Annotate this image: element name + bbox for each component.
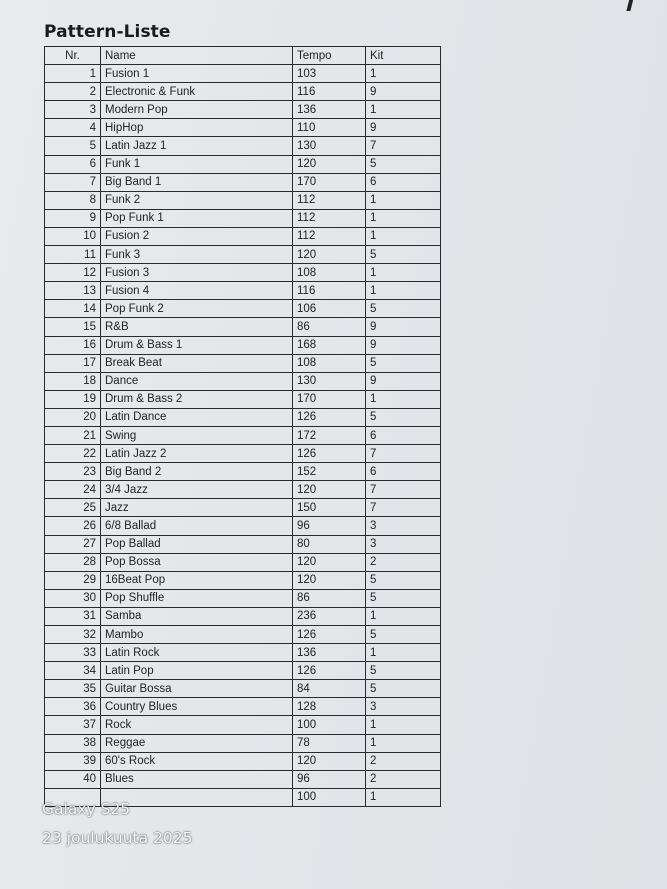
cell-nr: 26	[45, 517, 101, 535]
table-row	[45, 264, 441, 282]
cell-name: Mambo	[101, 626, 293, 644]
cell-name: Pop Ballad	[101, 535, 293, 553]
cell-name: Pop Funk 2	[101, 300, 293, 318]
table-row	[45, 607, 441, 625]
header-kit: Kit	[366, 47, 441, 65]
cell-name: 3/4 Jazz	[101, 481, 293, 499]
cell-nr: 37	[45, 716, 101, 734]
cell-nr: 19	[45, 390, 101, 408]
table-row	[45, 499, 441, 517]
table-row	[45, 282, 441, 300]
cell-tempo: 120	[293, 752, 366, 770]
cell-nr: 1	[45, 65, 101, 83]
table-row	[45, 535, 441, 553]
cell-name: Drum & Bass 1	[101, 336, 293, 354]
table-row	[45, 589, 441, 607]
cell-tempo: 80	[293, 535, 366, 553]
cell-tempo: 120	[293, 246, 366, 264]
cell-tempo: 168	[293, 336, 366, 354]
cell-kit: 9	[366, 372, 441, 390]
cell-nr: 17	[45, 354, 101, 372]
cell-kit: 2	[366, 770, 441, 788]
cell-kit: 3	[366, 535, 441, 553]
cell-kit: 3	[366, 517, 441, 535]
cell-nr: 25	[45, 499, 101, 517]
table-row	[45, 119, 441, 137]
cell-tempo: 126	[293, 445, 366, 463]
cell-name: Latin Pop	[101, 662, 293, 680]
cell-name: Blues	[101, 770, 293, 788]
table-row	[45, 734, 441, 752]
cell-name: Drum & Bass 2	[101, 390, 293, 408]
cell-nr: 27	[45, 535, 101, 553]
cell-kit: 5	[366, 246, 441, 264]
cell-kit: 1	[366, 65, 441, 83]
cell-kit: 1	[366, 390, 441, 408]
cell-name: Funk 2	[101, 191, 293, 209]
cell-nr: 38	[45, 734, 101, 752]
header-nr: Nr.	[45, 47, 101, 65]
cell-kit: 1	[366, 209, 441, 227]
cell-name: Dance	[101, 372, 293, 390]
cell-tempo: 86	[293, 318, 366, 336]
cell-kit: 1	[366, 227, 441, 245]
cell-nr: 11	[45, 246, 101, 264]
cell-name: Samba	[101, 607, 293, 625]
cell-nr: 5	[45, 137, 101, 155]
cell-nr: 31	[45, 607, 101, 625]
cell-kit: 5	[366, 626, 441, 644]
cell-nr: 22	[45, 445, 101, 463]
camera-watermark-date: 23 joulukuuta 2025	[42, 829, 193, 847]
cell-nr: 13	[45, 282, 101, 300]
cell-kit: 7	[366, 445, 441, 463]
cell-tempo: 136	[293, 644, 366, 662]
table-row	[45, 65, 441, 83]
table-row	[45, 336, 441, 354]
table-row	[45, 83, 441, 101]
cell-name: Latin Rock	[101, 644, 293, 662]
table-row	[45, 517, 441, 535]
table-row	[45, 680, 441, 698]
cell-kit: 5	[366, 408, 441, 426]
cell-tempo: 130	[293, 137, 366, 155]
table-row	[45, 698, 441, 716]
cell-name: Swing	[101, 426, 293, 444]
cell-nr: 6	[45, 155, 101, 173]
cell-kit: 1	[366, 788, 441, 806]
cell-tempo: 236	[293, 607, 366, 625]
cell-nr: 8	[45, 191, 101, 209]
table-row	[45, 481, 441, 499]
cell-name: Electronic & Funk	[101, 83, 293, 101]
cell-name: Reggae	[101, 734, 293, 752]
cell-kit: 5	[366, 354, 441, 372]
cell-tempo: 128	[293, 698, 366, 716]
cell-tempo: 120	[293, 553, 366, 571]
cell-nr: 40	[45, 770, 101, 788]
table-row	[45, 662, 441, 680]
cell-tempo: 170	[293, 173, 366, 191]
table-row	[45, 227, 441, 245]
cell-kit: 9	[366, 119, 441, 137]
cell-kit: 2	[366, 553, 441, 571]
table-row	[45, 408, 441, 426]
table-row	[45, 155, 441, 173]
cell-nr: 29	[45, 571, 101, 589]
table-row	[45, 644, 441, 662]
cell-tempo: 170	[293, 390, 366, 408]
cell-nr: 32	[45, 626, 101, 644]
cell-name: Latin Dance	[101, 408, 293, 426]
cell-name: Latin Jazz 2	[101, 445, 293, 463]
cell-name: Fusion 2	[101, 227, 293, 245]
table-row	[45, 300, 441, 318]
cell-name: Jazz	[101, 499, 293, 517]
table-header-row	[45, 47, 441, 65]
cell-kit: 6	[366, 426, 441, 444]
cell-nr: 23	[45, 463, 101, 481]
cell-tempo: 120	[293, 155, 366, 173]
cell-nr: 12	[45, 264, 101, 282]
camera-watermark-brand: Galaxy S25	[42, 800, 131, 818]
cell-tempo: 103	[293, 65, 366, 83]
cell-kit: 1	[366, 734, 441, 752]
cell-tempo: 116	[293, 282, 366, 300]
cell-kit: 5	[366, 300, 441, 318]
cell-name: Big Band 1	[101, 173, 293, 191]
cell-kit: 1	[366, 264, 441, 282]
cell-tempo: 130	[293, 372, 366, 390]
cell-name: Funk 1	[101, 155, 293, 173]
cell-nr: 39	[45, 752, 101, 770]
cell-kit: 5	[366, 662, 441, 680]
cell-tempo: 86	[293, 589, 366, 607]
cell-tempo: 106	[293, 300, 366, 318]
cell-kit: 5	[366, 589, 441, 607]
cell-name: Latin Jazz 1	[101, 137, 293, 155]
header-name: Name	[101, 47, 293, 65]
cell-tempo: 96	[293, 517, 366, 535]
cell-tempo: 120	[293, 481, 366, 499]
cell-name: Modern Pop	[101, 101, 293, 119]
cell-name: Fusion 4	[101, 282, 293, 300]
cell-kit: 7	[366, 481, 441, 499]
cell-name: Pop Bossa	[101, 553, 293, 571]
cell-name: Funk 3	[101, 246, 293, 264]
header-tempo: Tempo	[293, 47, 366, 65]
cell-name: Pop Funk 1	[101, 209, 293, 227]
cell-tempo: 120	[293, 571, 366, 589]
cell-tempo: 172	[293, 426, 366, 444]
cell-tempo: 84	[293, 680, 366, 698]
cell-kit: 5	[366, 680, 441, 698]
cell-kit: 9	[366, 318, 441, 336]
table-row	[45, 571, 441, 589]
cell-nr: 16	[45, 336, 101, 354]
cell-nr: 18	[45, 372, 101, 390]
cell-nr: 4	[45, 119, 101, 137]
cell-tempo: 150	[293, 499, 366, 517]
cell-kit: 1	[366, 716, 441, 734]
cell-tempo: 108	[293, 264, 366, 282]
cell-kit: 9	[366, 336, 441, 354]
cell-kit: 5	[366, 155, 441, 173]
table-row	[45, 173, 441, 191]
cell-kit: 1	[366, 644, 441, 662]
cell-kit: 7	[366, 499, 441, 517]
table-row	[45, 752, 441, 770]
cell-tempo: 112	[293, 191, 366, 209]
cell-nr: 21	[45, 426, 101, 444]
table-row	[45, 101, 441, 119]
table-row	[45, 626, 441, 644]
cell-tempo: 108	[293, 354, 366, 372]
table-row	[45, 426, 441, 444]
table-row	[45, 354, 441, 372]
cell-name: Country Blues	[101, 698, 293, 716]
table-row	[45, 372, 441, 390]
table-row	[45, 445, 441, 463]
cell-name: Fusion 1	[101, 65, 293, 83]
table-row	[45, 318, 441, 336]
cell-tempo: 152	[293, 463, 366, 481]
cell-tempo: 116	[293, 83, 366, 101]
cell-nr: 3	[45, 101, 101, 119]
cell-kit: 9	[366, 83, 441, 101]
cell-name: 16Beat Pop	[101, 571, 293, 589]
cell-nr: 10	[45, 227, 101, 245]
cell-nr: 7	[45, 173, 101, 191]
table-row	[45, 716, 441, 734]
cell-name: Big Band 2	[101, 463, 293, 481]
cell-name: R&B	[101, 318, 293, 336]
table-row	[45, 246, 441, 264]
table-row	[45, 553, 441, 571]
cell-tempo: 112	[293, 227, 366, 245]
cell-kit: 2	[366, 752, 441, 770]
cell-name: Fusion 3	[101, 264, 293, 282]
table-row	[45, 390, 441, 408]
cell-nr: 28	[45, 553, 101, 571]
cell-nr: 35	[45, 680, 101, 698]
cell-kit: 6	[366, 463, 441, 481]
cell-name: Guitar Bossa	[101, 680, 293, 698]
cell-nr: 24	[45, 481, 101, 499]
table-row	[45, 770, 441, 788]
table-row	[45, 137, 441, 155]
cell-name: Break Beat	[101, 354, 293, 372]
cell-tempo: 126	[293, 626, 366, 644]
cell-nr: 15	[45, 318, 101, 336]
cell-tempo: 96	[293, 770, 366, 788]
cell-name: HipHop	[101, 119, 293, 137]
pattern-rows	[45, 65, 441, 807]
cell-nr: 20	[45, 408, 101, 426]
cell-tempo: 126	[293, 662, 366, 680]
cell-kit: 1	[366, 191, 441, 209]
cell-tempo: 110	[293, 119, 366, 137]
corner-mark	[626, 0, 633, 11]
table-row	[45, 191, 441, 209]
cell-nr: 30	[45, 589, 101, 607]
table-row	[45, 209, 441, 227]
cell-tempo: 100	[293, 788, 366, 806]
cell-name: 6/8 Ballad	[101, 517, 293, 535]
table-row	[45, 463, 441, 481]
cell-kit: 7	[366, 137, 441, 155]
cell-kit: 1	[366, 607, 441, 625]
cell-name: 60's Rock	[101, 752, 293, 770]
cell-nr: 14	[45, 300, 101, 318]
cell-nr: 33	[45, 644, 101, 662]
cell-name: Rock	[101, 716, 293, 734]
cell-kit: 1	[366, 282, 441, 300]
cell-nr: 36	[45, 698, 101, 716]
cell-tempo: 112	[293, 209, 366, 227]
cell-kit: 3	[366, 698, 441, 716]
pattern-table	[44, 46, 441, 807]
cell-kit: 6	[366, 173, 441, 191]
cell-nr: 2	[45, 83, 101, 101]
cell-tempo: 78	[293, 734, 366, 752]
cell-name: Pop Shuffle	[101, 589, 293, 607]
cell-kit: 1	[366, 101, 441, 119]
cell-kit: 5	[366, 571, 441, 589]
cell-nr: 34	[45, 662, 101, 680]
page-title: Pattern-Liste	[44, 22, 171, 42]
cell-tempo: 100	[293, 716, 366, 734]
cell-tempo: 136	[293, 101, 366, 119]
cell-nr: 9	[45, 209, 101, 227]
cell-tempo: 126	[293, 408, 366, 426]
